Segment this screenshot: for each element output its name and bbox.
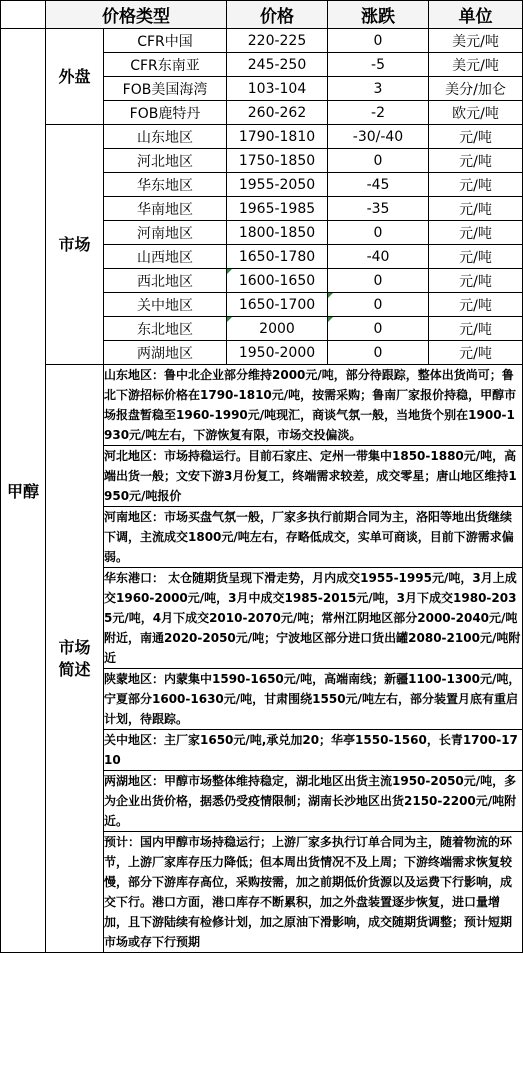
table-row — [1, 29, 523, 53]
row-name: 东北地区 — [104, 317, 227, 341]
row-price: 245-250 — [227, 53, 328, 77]
row-change: -35 — [328, 197, 429, 221]
summary-row — [1, 365, 523, 446]
row-change: 0 — [328, 269, 429, 293]
comment-marker-icon — [227, 317, 232, 322]
row-name: CFR中国 — [104, 29, 227, 53]
row-change: -2 — [328, 101, 429, 125]
summary-label-line1: 市场 — [58, 637, 91, 657]
row-name: CFR东南亚 — [104, 53, 227, 77]
row-unit: 元/吨 — [429, 269, 523, 293]
note-forecast: 预计：国内甲醇市场持稳运行；上游厂家多执行订单合同为主，随着物流的环节，上游厂家库存压力降低；但本周出货情况不及上周；下游终端需求恢复较慢，部分下游库存高位，采购按需，加之前期低价货源以及运费下行影响，成交下行。港口方面，港口库存不断累积，加之外盘装置逐步恢复，进口量增加，且下游陆续有检修计划，加之原油下滑影响，成交随期货调整；预计短期市场或存下行预期 — [104, 832, 523, 953]
row-unit: 美元/吨 — [429, 53, 523, 77]
header-price-type: 价格类型 — [46, 1, 227, 29]
row-unit: 元/吨 — [429, 293, 523, 317]
row-unit: 元/吨 — [429, 149, 523, 173]
row-price: 1965-1985 — [227, 197, 328, 221]
row-price: 1800-1850 — [227, 221, 328, 245]
row-price-text: 2000 — [259, 320, 295, 337]
row-price — [227, 317, 328, 341]
row-price: 1650-1780 — [227, 245, 328, 269]
row-price: 1950-2000 — [227, 341, 328, 365]
row-change: 0 — [328, 221, 429, 245]
row-unit: 元/吨 — [429, 245, 523, 269]
row-unit: 元/吨 — [429, 221, 523, 245]
row-name: 河南地区 — [104, 221, 227, 245]
header-unit: 单位 — [429, 1, 523, 29]
row-price: 103-104 — [227, 77, 328, 101]
row-unit: 元/吨 — [429, 341, 523, 365]
row-change: -40 — [328, 245, 429, 269]
note-lianghu: 两湖地区：甲醇市场整体维持稳定，湖北地区出货主流1950-2050元/吨，多为企业出货价格，据悉仍受疫情限制；湖南长沙地区出货2150-2200元/吨附近。 — [104, 771, 523, 832]
note-henan: 河南地区：市场买盘气氛一般，厂家多执行前期合同为主，洛阳等地出货继续下调，主流成交1800元/吨左右，存略低成交，实单可商谈，目前下游需求偏弱。 — [104, 507, 523, 568]
row-price: 1650-1700 — [227, 293, 328, 317]
note-hebei: 河北地区：市场持稳运行。目前石家庄、定州一带集中1850-1880元/吨，高端出货一般；文安下游3月份复工，终端需求较差，成交零星；唐山地区维持1950元/吨报价 — [104, 446, 523, 507]
row-change-text: 0 — [373, 296, 383, 313]
comment-marker-icon — [328, 293, 333, 298]
row-change — [328, 293, 429, 317]
note-shandong: 山东地区：鲁中北企业部分维持2000元/吨，部分待跟踪，整体出货尚可；鲁北下游招标价格在1790-1810元/吨，按需采购；鲁南厂家报价持稳，甲醇市场报盘暂稳至1960-1990元/吨现汇，商谈气氛一般，当地货个别在1900-1930元/吨左右，下游恢复有限，市场交投偏淡。 — [104, 365, 523, 446]
summary-label-line2: 简述 — [58, 659, 91, 679]
comment-marker-icon — [227, 269, 232, 274]
row-price: 1790-1810 — [227, 125, 328, 149]
row-unit: 元/吨 — [429, 317, 523, 341]
row-change: 3 — [328, 77, 429, 101]
note-east-china-port: 华东港口： 太仓随期货呈现下滑走势，月内成交1955-1995元/吨，3月上成交1960-2000元/吨，3月中成交1985-2015元/吨，3月下成交1980-2035元/吨，4月下成交2010-2070元/吨；常州江阴地区部分2000-2040元/吨附近，南通2020-2050元/吨；宁波地区部分进口货出罐2080-2100元/吨附近 — [104, 568, 523, 669]
row-price: 1750-1850 — [227, 149, 328, 173]
group-market: 市场 — [46, 125, 104, 365]
header-blank-cell — [1, 1, 46, 29]
row-change-text: 0 — [373, 320, 383, 337]
row-name: 两湖地区 — [104, 341, 227, 365]
note-guanzhong: 关中地区：主厂家1650元/吨,承兑加20；华亭1550-1560，长青1700-1710 — [104, 730, 523, 771]
row-name: 关中地区 — [104, 293, 227, 317]
header-change: 涨跌 — [328, 1, 429, 29]
row-unit: 欧元/吨 — [429, 101, 523, 125]
row-name: 河北地区 — [104, 149, 227, 173]
row-name: FOB鹿特丹 — [104, 101, 227, 125]
row-unit: 元/吨 — [429, 125, 523, 149]
row-change: -30/-40 — [328, 125, 429, 149]
table-row — [1, 125, 523, 149]
header-price: 价格 — [227, 1, 328, 29]
row-change: -5 — [328, 53, 429, 77]
row-name: 山西地区 — [104, 245, 227, 269]
row-change: 0 — [328, 29, 429, 53]
row-change: 0 — [328, 149, 429, 173]
row-name: 山东地区 — [104, 125, 227, 149]
header-row — [1, 1, 523, 29]
row-price — [227, 269, 328, 293]
row-unit: 元/吨 — [429, 197, 523, 221]
row-price: 1955-2050 — [227, 173, 328, 197]
row-name: 华南地区 — [104, 197, 227, 221]
note-shaanxi-inner-mongolia: 陕蒙地区：内蒙集中1590-1650元/吨，高端南线；新疆1100-1300元/吨，宁夏部分1600-1630元/吨，甘肃围绕1550元/吨左右，部分装置月底有重启计划，待跟踪。 — [104, 669, 523, 730]
row-price: 220-225 — [227, 29, 328, 53]
row-name: 西北地区 — [104, 269, 227, 293]
category-methanol: 甲醇 — [1, 29, 46, 953]
row-change — [328, 317, 429, 341]
row-name: FOB美国海湾 — [104, 77, 227, 101]
row-unit: 元/吨 — [429, 173, 523, 197]
row-change: 0 — [328, 341, 429, 365]
group-market-summary — [46, 365, 104, 953]
row-name: 华东地区 — [104, 173, 227, 197]
row-change: -45 — [328, 173, 429, 197]
comment-marker-icon — [328, 317, 333, 322]
row-price: 260-262 — [227, 101, 328, 125]
row-unit: 美分/加仑 — [429, 77, 523, 101]
row-price-text: 1600-1650 — [238, 272, 316, 289]
group-external: 外盘 — [46, 29, 104, 125]
row-unit: 美元/吨 — [429, 29, 523, 53]
